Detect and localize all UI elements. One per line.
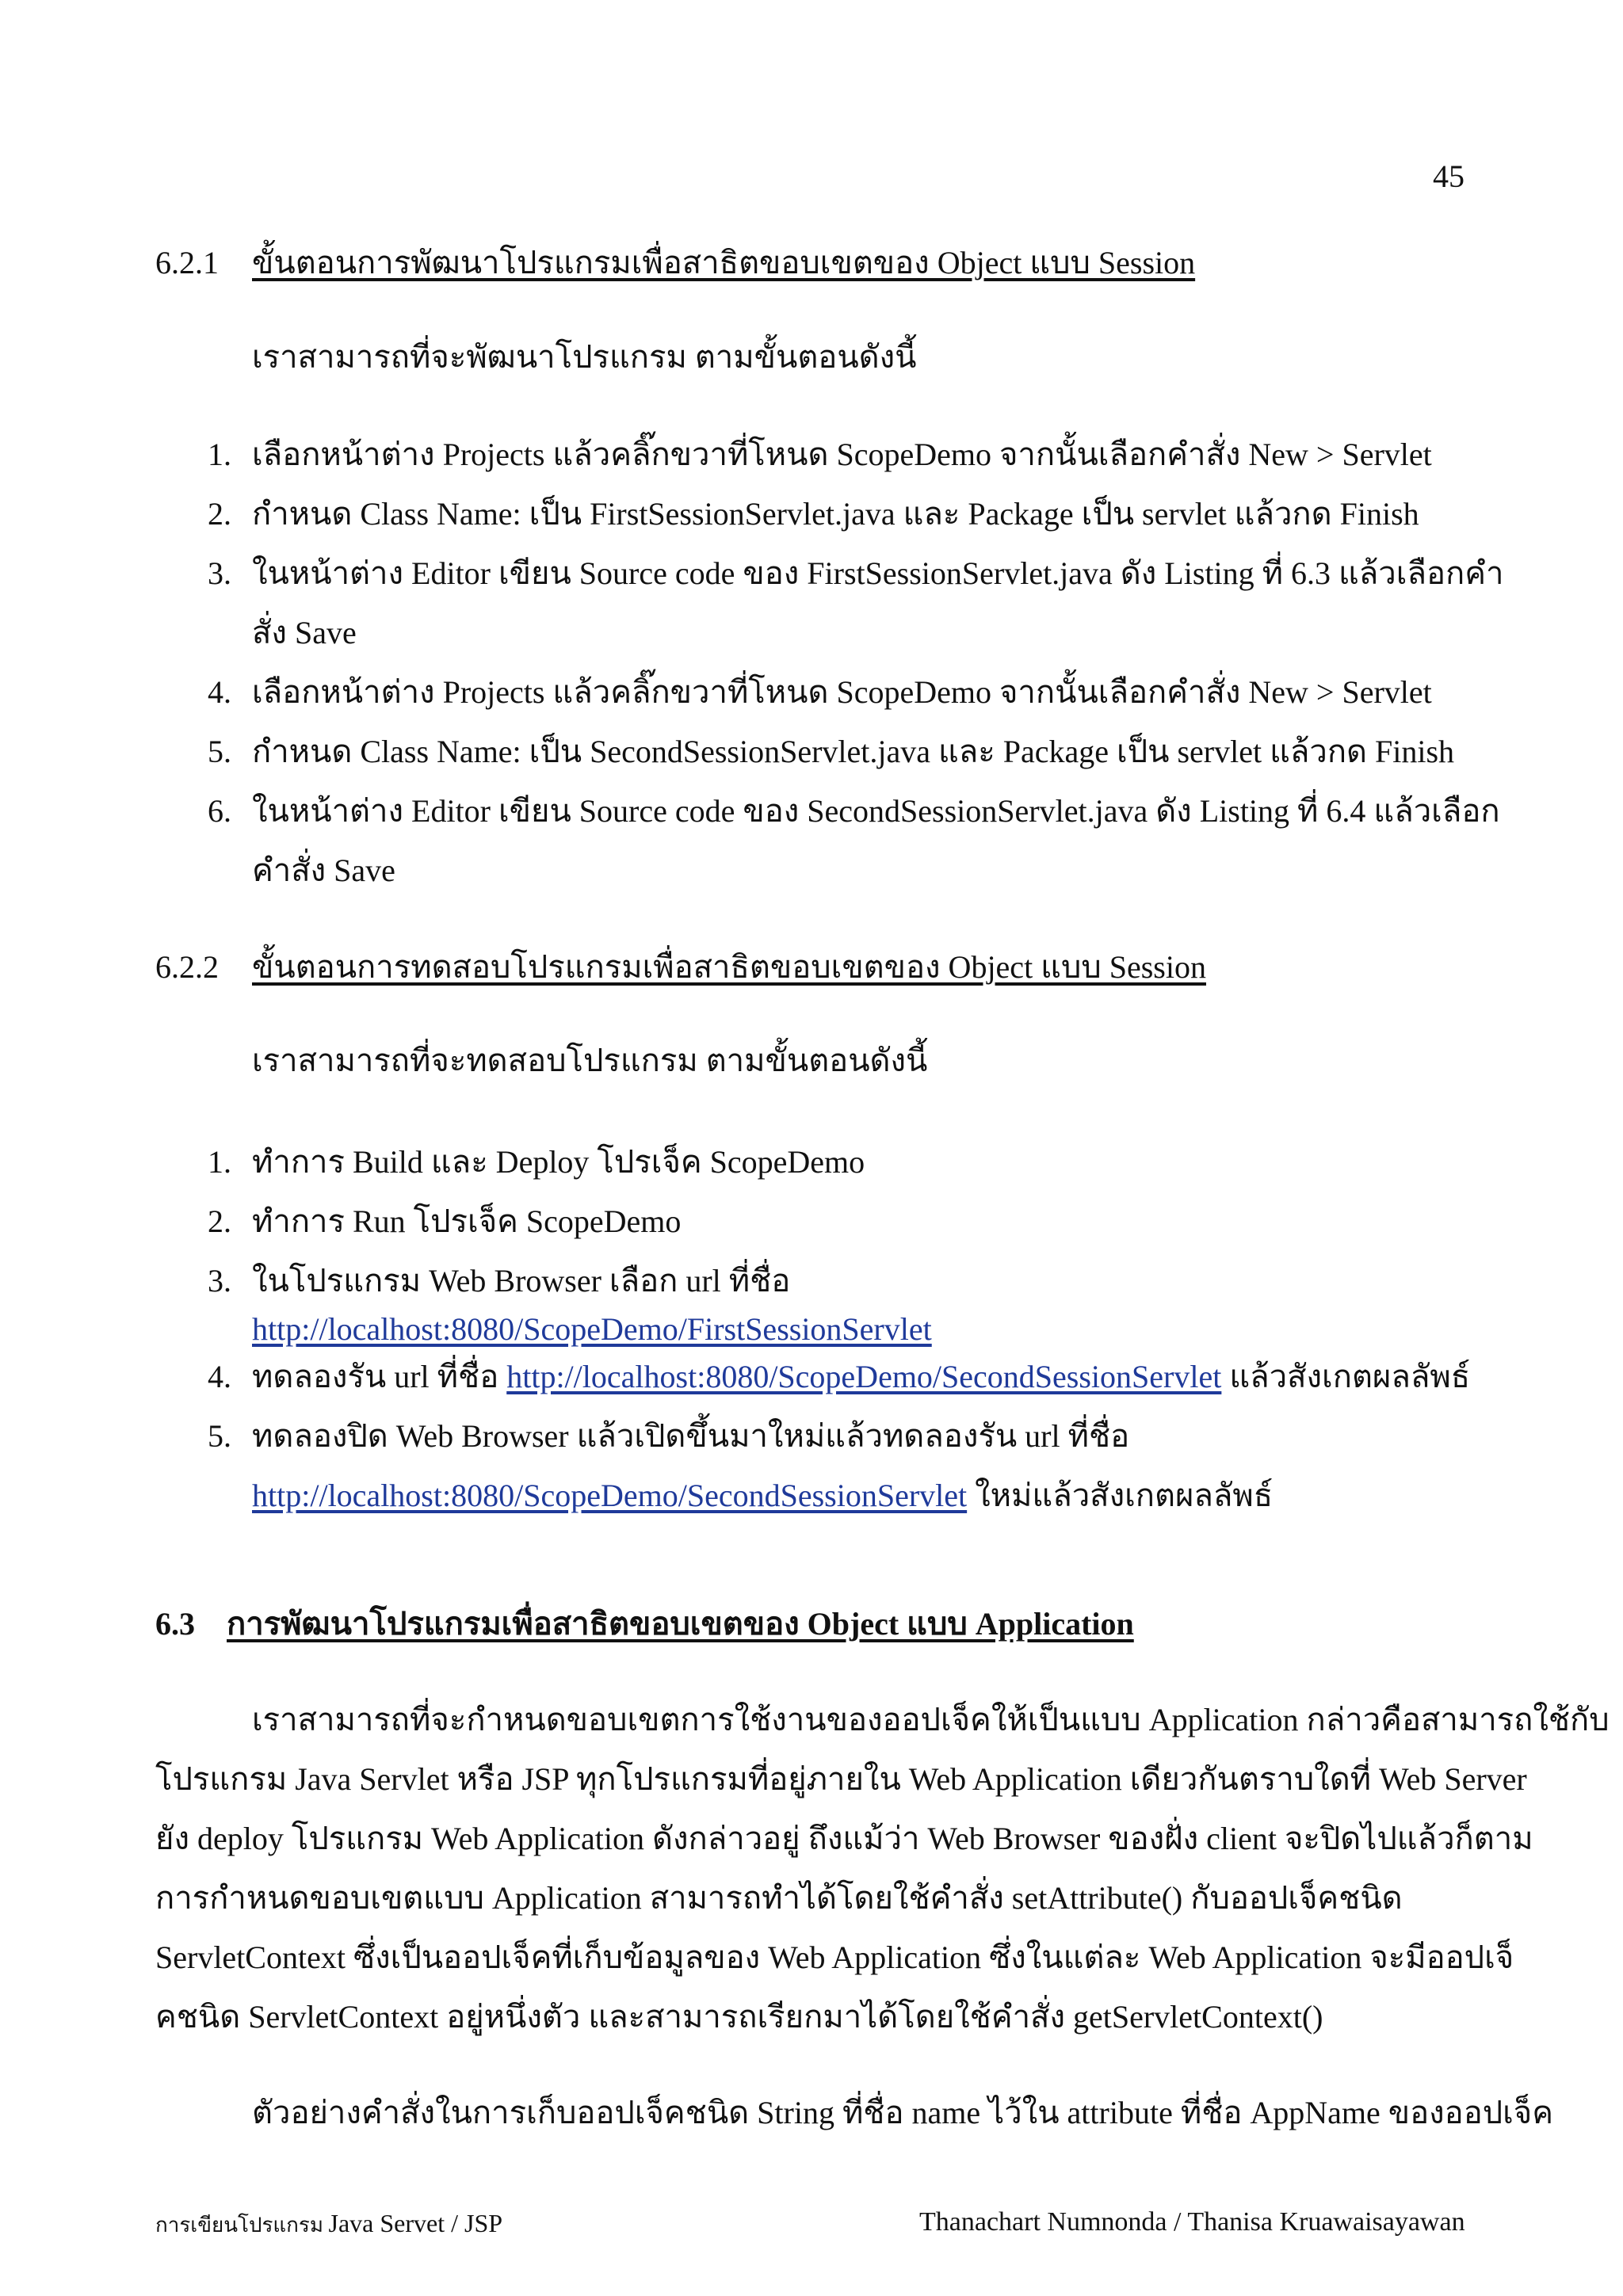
step-number: 4.	[208, 1359, 231, 1394]
url-link-second-session[interactable]: http://localhost:8080/ScopeDemo/SecondSessionServlet	[506, 1359, 1222, 1394]
url-link-first-session[interactable]: http://localhost:8080/ScopeDemo/FirstSessionServlet	[252, 1311, 932, 1347]
step-text: ในโปรแกรม Web Browser เลือก url ที่ชื่อ	[252, 1263, 791, 1299]
section-number-6-3: 6.3	[155, 1606, 195, 1642]
step-number: 3.	[208, 555, 231, 591]
step-text-continuation: คำสั่ง Save	[252, 852, 395, 888]
step-number: 1.	[208, 437, 231, 472]
step-text: เลือกหน้าต่าง Projects แล้วคลิ๊กขวาที่โหนด ScopeDemo จากนั้นเลือกคำสั่ง New > Servlet	[252, 674, 1432, 710]
section-heading-6-2-1: ขั้นตอนการพัฒนาโปรแกรมเพื่อสาธิตขอบเขตของ Object แบบ Session	[252, 245, 1196, 280]
paragraph-line: การกำหนดขอบเขตแบบ Application สามารถทำได้โดยใช้คำสั่ง setAttribute() กับออปเจ็คชนิด	[155, 1880, 1403, 1916]
footer-left	[155, 2209, 502, 2241]
paragraph-line: เราสามารถที่จะกำหนดขอบเขตการใช้งานของออปเจ็คให้เป็นแบบ Application กล่าวคือสามารถใช้กับ	[252, 1702, 1610, 1737]
paragraph-line: คชนิด ServletContext อยู่หนึ่งตัว และสามารถเรียกมาได้โดยใช้คำสั่ง getServletContext()	[155, 1999, 1323, 2035]
step-number: 6.	[208, 793, 231, 829]
step-text: ในหน้าต่าง Editor เขียน Source code ของ SecondSessionServlet.java ดัง Listing ที่ 6.4 แล้วเลือก	[252, 793, 1500, 829]
step-number: 2.	[208, 1203, 231, 1239]
section-intro-6-2-2: เราสามารถที่จะทดสอบโปรแกรม ตามขั้นตอนดังนี้	[252, 1043, 928, 1078]
step-text: กำหนด Class Name: เป็น SecondSessionServlet.java และ Package เป็น servlet แล้วกด Finish	[252, 734, 1455, 769]
paragraph-line: ยัง deploy โปรแกรม Web Application ดังกล่าวอยู่ ถึงแม้ว่า Web Browser ของฝั่ง client จะปิดไปแล้วก็ตาม	[155, 1821, 1533, 1856]
step-number: 5.	[208, 734, 231, 769]
section-heading-6-3: การพัฒนาโปรแกรมเพื่อสาธิตขอบเขตของ Object แบบ Application	[227, 1606, 1134, 1642]
step-number: 2.	[208, 496, 231, 532]
step-number: 4.	[208, 674, 231, 710]
step-text: ทดลองรัน url ที่ชื่อ	[252, 1359, 507, 1394]
section-number-6-2-1: 6.2.1	[155, 245, 219, 280]
step-text-suffix: แล้วสังเกตผลลัพธ์	[1221, 1359, 1471, 1394]
step-text-line	[252, 1475, 1273, 1516]
section-number-6-2-2: 6.2.2	[155, 949, 219, 985]
page-number: 45	[1433, 158, 1465, 194]
step-text: ในหน้าต่าง Editor เขียน Source code ของ FirstSessionServlet.java ดัง Listing ที่ 6.3 แล้วเลือกคำ	[252, 555, 1504, 591]
footer-thai-label: การเขียนโปรแกรม	[155, 2214, 324, 2237]
step-text: เลือกหน้าต่าง Projects แล้วคลิ๊กขวาที่โหนด ScopeDemo จากนั้นเลือกคำสั่ง New > Servlet	[252, 437, 1432, 472]
step-text-continuation: สั่ง Save	[252, 615, 357, 650]
section-heading-6-2-2: ขั้นตอนการทดสอบโปรแกรมเพื่อสาธิตขอบเขตของ Object แบบ Session	[252, 949, 1206, 985]
step-number: 1.	[208, 1144, 231, 1180]
paragraph-line: ServletContext ซึ่งเป็นออปเจ็คที่เก็บข้อมูลของ Web Application ซึ่งในแต่ละ Web Application จะมีออปเจ็	[155, 1939, 1514, 1975]
footer-authors: Thanachart Numnonda / Thanisa Kruawaisayawan	[919, 2207, 1465, 2237]
example-intro-line: ตัวอย่างคำสั่งในการเก็บออปเจ็คชนิด String ที่ชื่อ name ไว้ใน attribute ที่ชื่อ AppName ของออปเจ็ค	[252, 2095, 1553, 2130]
step-number: 5.	[208, 1418, 231, 1454]
step-text: ทำการ Run โปรเจ็ค ScopeDemo	[252, 1203, 682, 1239]
step-number: 3.	[208, 1263, 231, 1299]
paragraph-line: โปรแกรม Java Servlet หรือ JSP ทุกโปรแกรมที่อยู่ภายใน Web Application เดียวกันตราบใดที่ Web Server	[155, 1761, 1527, 1797]
step-text: ทำการ Build และ Deploy โปรเจ็ค ScopeDemo	[252, 1144, 865, 1180]
step-text: ทดลองปิด Web Browser แล้วเปิดขึ้นมาใหม่แล้วทดลองรัน url ที่ชื่อ	[252, 1418, 1130, 1454]
footer-course-title: Java Servet / JSP	[328, 2209, 503, 2237]
section-intro-6-2-1: เราสามารถที่จะพัฒนาโปรแกรม ตามขั้นตอนดังนี้	[252, 339, 917, 375]
url-link-second-session-again[interactable]: http://localhost:8080/ScopeDemo/SecondSessionServlet	[252, 1478, 968, 1513]
step-text: กำหนด Class Name: เป็น FirstSessionServlet.java และ Package เป็น servlet แล้วกด Finish	[252, 496, 1419, 532]
step-text-suffix: ใหม่แล้วสังเกตผลลัพธ์	[967, 1478, 1274, 1513]
step-text-line	[252, 1356, 1470, 1398]
